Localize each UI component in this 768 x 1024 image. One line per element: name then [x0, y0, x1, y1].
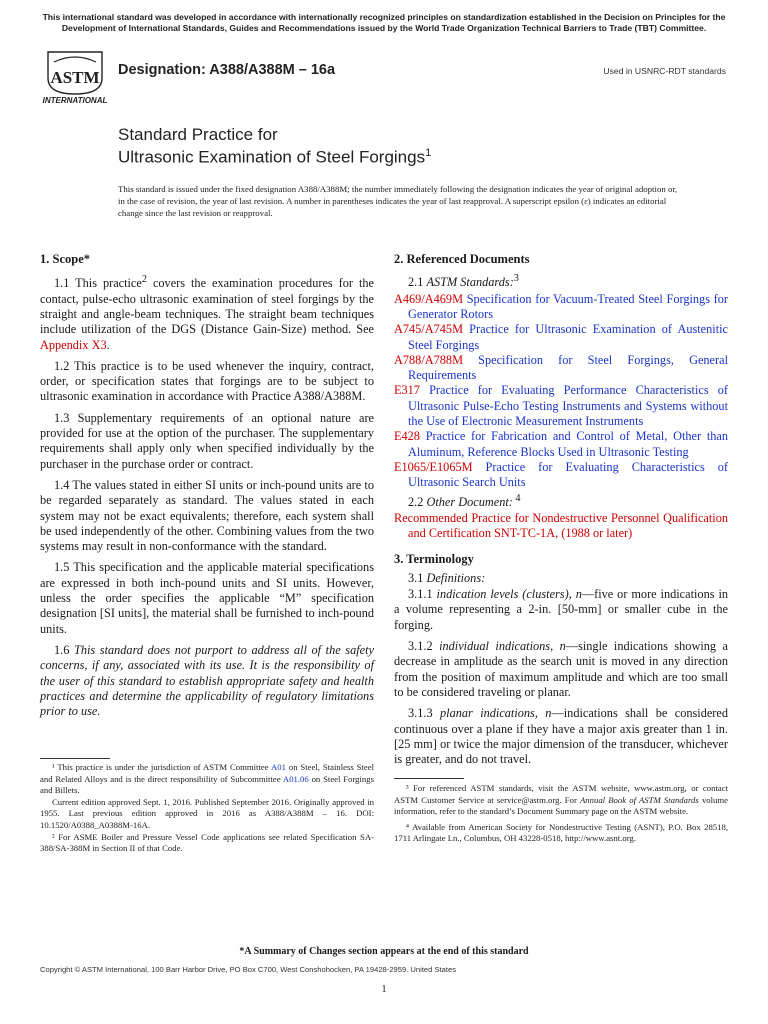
footnote-3	[394, 783, 728, 818]
footnotes-right	[394, 783, 728, 845]
footnote-4-mark: 4	[512, 492, 521, 504]
referenced-heading: 2. Referenced Documents	[394, 252, 530, 266]
ref-title[interactable]: Specification for Vacuum-Treated Steel Forgings for Generator Rotors	[408, 291, 728, 321]
ref-code[interactable]: A745/A745M	[394, 322, 464, 337]
fn3-book: Annual Book of ASTM Standards	[580, 794, 699, 805]
fn1-a: ¹ This practice is under the jurisdiction of ASTM Committee	[52, 762, 271, 772]
scope-1-1-b: covers the examination procedures for the contact, pulse-echo ultrasonic examination of steel forgings by the straight and angle-beam techniques. The straight beam techniques include utilization of the DGS (Distance Gain-Size) method. See	[40, 276, 374, 337]
def-term: planar indications, n	[440, 706, 552, 721]
def-text: —indications shall be considered continuous over a plane if they have a major axis greater than 1 in. [25 mm] or twice the major dimension of the transducer, whichever is greater, and do not travel.	[394, 706, 729, 767]
definition-3-1-1	[394, 587, 728, 633]
footnote-1	[40, 762, 374, 797]
title-footnote-mark: 1	[425, 147, 432, 159]
scope-1-5: 1.5 This specification and the applicable material specifications are expressed in both inch-pound units and SI units. However, unless the order specifies the applicable “M” specification designation [SI units], the material shall be furnished to inch-pound units.	[40, 560, 374, 636]
wto-banner: This international standard was developed in accordance with internationally recognized principles on standardization established in the Decision on Principles for the Development of International Standards, Guides and Recommendations issued by the World Trade Organization Technical Barriers to Trade (TBT) Committee.	[42, 12, 726, 33]
logo-caption: INTERNATIONAL	[42, 96, 108, 105]
footnote-rule-right	[394, 778, 464, 779]
scope-1-6	[40, 643, 374, 719]
summary-of-changes-note: *A Summary of Changes section appears at the end of this standard	[239, 946, 529, 957]
def-sub-num: 3.1	[408, 570, 427, 585]
ref-code[interactable]: E1065/E1065M	[394, 459, 473, 474]
ref-e428[interactable]	[394, 429, 728, 460]
ref-code[interactable]: A788/A788M	[394, 352, 464, 367]
fn3-b: volume information, refer to the standard’s Document Summary page on the ASTM website.	[394, 794, 729, 817]
fn1-b: on Steel, Stainless Steel and Related Alloys and is the direct responsibility of Subcommittee	[40, 762, 374, 784]
definition-3-1-2	[394, 639, 728, 700]
fn3-a: ³ For referenced ASTM standards, visit the ASTM website, www.astm.org, or contact ASTM Customer Service at service@astm.org. For	[394, 783, 728, 805]
def-sub-label: Definitions:	[426, 570, 486, 585]
definitions-sub	[394, 571, 728, 586]
scope-1-4: 1.4 The values stated in either SI units or inch-pound units are to be regarded separately as standard. The values stated in each system may not be exact equivalents; therefore, each system shall be used independently of the other. Combining values from the two systems may result in non-conformance with the standard.	[40, 477, 374, 554]
ref-a469[interactable]	[394, 292, 728, 323]
def-term: individual indications, n	[439, 639, 566, 654]
terminology-heading: 3. Terminology	[394, 551, 474, 566]
def-term: indication levels (clusters), n	[436, 587, 582, 602]
def-num: 3.1.3	[408, 706, 440, 721]
sub1-label: ASTM Standards:	[426, 275, 514, 290]
issue-note: This standard is issued under the fixed designation A388/A388M; the number immediately following the designation indicates the year of original adoption or, in the case of revision, the year of last revision. A number in parentheses indicates the year of last reapproval. A superscript epsilon (ε) indicates an editorial change since the last revision or reapproval.	[118, 184, 678, 218]
ref-title[interactable]: Practice for Fabrication and Control of Metal, Other than Aluminum, Reference Blocks Used in Ultrasonic Testing	[408, 429, 728, 459]
ref-code[interactable]: E428	[394, 429, 420, 444]
astm-standards-sub	[394, 271, 728, 290]
ref-e1065[interactable]	[394, 460, 728, 491]
fn1-c: on Steel Forgings and Billets.	[40, 773, 375, 796]
scope-1-3: 1.3 Supplementary requirements of an optional nature are provided for use at the option of the purchaser. The supplementary requirements shall apply only when specified individually by the purchaser in the purchase order or contract.	[40, 410, 374, 471]
sub2-num: 2.2	[408, 494, 427, 509]
page-number: 1	[381, 984, 387, 995]
sub1-num: 2.1	[408, 275, 427, 290]
copyright: Copyright © ASTM International, 100 Barr Harbor Drive, PO Box C700, West Conshohocken, PA 19428-2959. United States	[40, 965, 457, 974]
footnote-1-edition: Current edition approved Sept. 1, 2016. Published September 2016. Originally approved in 1955. Last previous edition approved in 2016 as A388/A388M – 16. DOI: 10.1520/A0388_A0388M-16A.	[40, 796, 374, 830]
def-num: 3.1.1	[408, 587, 437, 602]
appendix-x3-link[interactable]: Appendix X3	[40, 337, 107, 352]
sub2-label: Other Document:	[426, 494, 513, 509]
right-column	[394, 252, 728, 773]
footnote-3-mark: 3	[513, 273, 519, 285]
ref-code[interactable]: E317	[394, 383, 420, 398]
scope-1-6-text: This standard does not purport to address all of the safety concerns, if any, associated with its use. It is the responsibility of the user of this standard to establish appropriate safety and health practices and determine the applicability of regulatory limitations prior to use.	[40, 642, 374, 719]
subcommittee-a01-06-link[interactable]: A01.06	[282, 773, 309, 784]
ref-title[interactable]: Practice for Evaluating Performance Characteristics of Ultrasonic Pulse-Echo Testing Instruments and Systems without the Use of Electronic Measurement Instruments	[408, 383, 728, 429]
scope-1-2: 1.2 This practice is to be used whenever the inquiry, contract, order, or specification states that forgings are to be subject to ultrasonic examination in accordance with Practice A388/A388M.	[40, 358, 374, 404]
ref-snt-tc-1a[interactable]: Recommended Practice for Nondestructive Personnel Qualification and Certification SNT-TC-1A, (1988 or later)	[394, 510, 728, 541]
footnote-rule-left	[40, 758, 110, 759]
other-document-sub	[394, 491, 728, 510]
committee-a01-link[interactable]: A01	[271, 762, 286, 772]
scope-1-6-num: 1.6	[54, 642, 74, 657]
used-in-note: Used in USNRC-RDT standards	[603, 66, 726, 76]
footnote-2: ² For ASME Boiler and Pressure Vessel Code applications see related Specification SA-388/SA-388M in Section II of that Code.	[40, 831, 374, 854]
ref-title[interactable]: Specification for Steel Forgings, General Requirements	[408, 352, 728, 383]
def-text: —five or more indications in a volume representing a 2-in. [50-mm] or smaller cube in the forging.	[394, 587, 729, 632]
ref-title[interactable]: Practice for Evaluating Characteristics of Ultrasonic Search Units	[408, 459, 728, 490]
ref-a745[interactable]	[394, 322, 728, 353]
scope-1-1	[40, 272, 374, 353]
scope-heading: 1. Scope*	[40, 252, 90, 266]
footnote-4: ⁴ Available from American Society for Nondestructive Testing (ASNT), P.O. Box 28518, 1711 Arlingate Ln., Columbus, OH 43228-0518, http://www.asnt.org.	[394, 821, 728, 844]
scope-1-1-c: .	[106, 337, 110, 352]
left-column	[40, 252, 374, 725]
ref-e317[interactable]	[394, 383, 728, 429]
ref-title[interactable]: Practice for Ultrasonic Examination of Austenitic Steel Forgings	[408, 322, 728, 352]
astm-logo	[40, 50, 110, 106]
ref-a788[interactable]	[394, 353, 728, 384]
definition-3-1-3	[394, 706, 728, 767]
designation: Designation: A388/A388M – 16a	[118, 62, 336, 78]
title-line2	[118, 147, 431, 168]
def-text: —single indications showing a decrease in amplitude as the search unit is moved in any direction from the position of maximum amplitude and which are too small to be considered traveling or planar.	[394, 639, 728, 699]
title-text: Ultrasonic Examination of Steel Forgings	[118, 147, 426, 167]
ref-code[interactable]: A469/A469M	[394, 291, 464, 306]
scope-1-1-a: 1.1 This practice	[54, 276, 142, 291]
title-line1: Standard Practice for	[118, 125, 278, 144]
footnote-2-mark: 2	[141, 274, 147, 286]
footnotes-left	[40, 762, 374, 855]
logo-letters: ASTM	[50, 68, 100, 87]
def-num: 3.1.2	[408, 639, 440, 654]
